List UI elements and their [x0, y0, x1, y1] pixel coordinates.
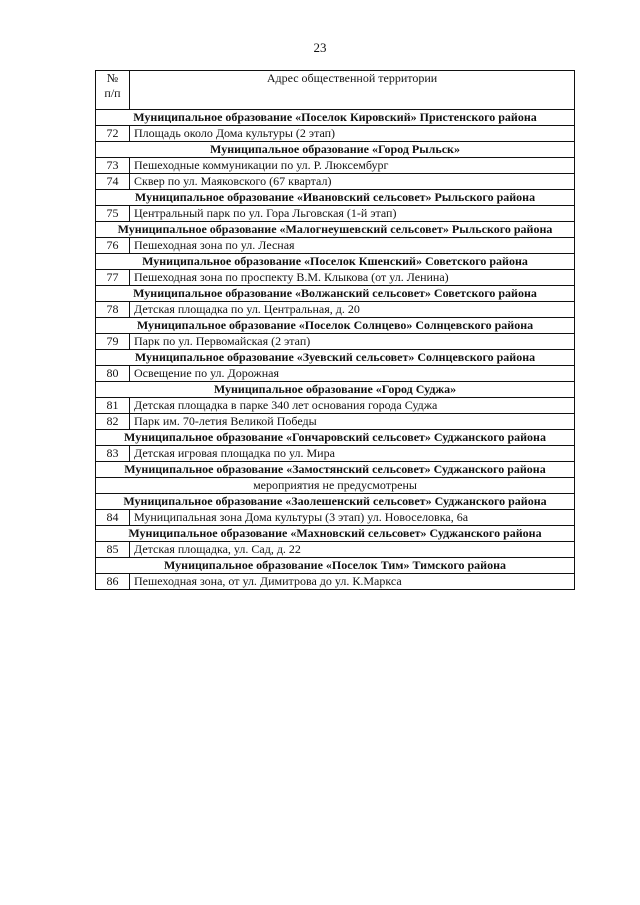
header-number-line1: №	[106, 71, 119, 85]
section-row	[96, 142, 575, 158]
row-address: Парк им. 70-летия Великой Победы	[130, 414, 575, 430]
section-title: Муниципальное образование «Волжанский сельсовет» Советского района	[96, 286, 575, 302]
section-row	[96, 430, 575, 446]
row-number: 73	[96, 158, 130, 174]
row-number: 80	[96, 366, 130, 382]
section-row	[96, 318, 575, 334]
section-row	[96, 558, 575, 574]
table-row	[96, 334, 575, 350]
section-title: Муниципальное образование «Поселок Солнцево» Солнцевского района	[96, 318, 575, 334]
row-address: Пешеходная зона по ул. Лесная	[130, 238, 575, 254]
row-number: 84	[96, 510, 130, 526]
section-title: Муниципальное образование «Заолешенский сельсовет» Суджанского района	[96, 494, 575, 510]
row-address: Пешеходная зона по проспекту В.М. Клыкова (от ул. Ленина)	[130, 270, 575, 286]
header-number-cell	[96, 71, 130, 110]
row-number: 83	[96, 446, 130, 462]
row-number: 82	[96, 414, 130, 430]
section-row	[96, 462, 575, 478]
table-row	[96, 366, 575, 382]
table-row	[96, 542, 575, 558]
row-number: 86	[96, 574, 130, 590]
row-number: 79	[96, 334, 130, 350]
note-text: мероприятия не предусмотрены	[96, 478, 575, 494]
table-row	[96, 510, 575, 526]
table-header-row	[96, 71, 575, 110]
page-number: 23	[313, 40, 327, 55]
row-number: 78	[96, 302, 130, 318]
row-address: Детская площадка в парке 340 лет основания города Суджа	[130, 398, 575, 414]
row-address: Детская игровая площадка по ул. Мира	[130, 446, 575, 462]
table-row	[96, 126, 575, 142]
row-address: Детская площадка по ул. Центральная, д. 20	[130, 302, 575, 318]
section-title: Муниципальное образование «Поселок Кшенский» Советского района	[96, 254, 575, 270]
section-title: Муниципальное образование «Город Рыльск»	[96, 142, 575, 158]
section-title: Муниципальное образование «Город Суджа»	[96, 382, 575, 398]
row-address: Парк по ул. Первомайская (2 этап)	[130, 334, 575, 350]
table-row	[96, 238, 575, 254]
row-number: 74	[96, 174, 130, 190]
table-row	[96, 398, 575, 414]
section-title: Муниципальное образование «Ивановский сельсовет» Рыльского района	[96, 190, 575, 206]
section-title: Муниципальное образование «Поселок Тим» Тимского района	[96, 558, 575, 574]
row-address: Пешеходные коммуникации по ул. Р. Люксембург	[130, 158, 575, 174]
section-row	[96, 350, 575, 366]
row-number: 75	[96, 206, 130, 222]
table-row	[96, 574, 575, 590]
section-row	[96, 494, 575, 510]
row-address: Сквер по ул. Маяковского (67 квартал)	[130, 174, 575, 190]
row-number: 85	[96, 542, 130, 558]
table-row	[96, 446, 575, 462]
header-address-cell: Адрес общественной территории	[130, 71, 575, 110]
section-row	[96, 382, 575, 398]
section-title: Муниципальное образование «Зуевский сельсовет» Солнцевского района	[96, 350, 575, 366]
section-row	[96, 254, 575, 270]
section-row	[96, 526, 575, 542]
row-address: Детская площадка, ул. Сад, д. 22	[130, 542, 575, 558]
table-row	[96, 158, 575, 174]
section-title: Муниципальное образование «Замостянский сельсовет» Суджанского района	[96, 462, 575, 478]
table-row	[96, 414, 575, 430]
territory-table-body	[96, 71, 575, 590]
section-row	[96, 222, 575, 238]
section-title: Муниципальное образование «Поселок Кировский» Пристенского района	[96, 110, 575, 126]
section-row	[96, 110, 575, 126]
section-row	[96, 286, 575, 302]
note-row	[96, 478, 575, 494]
row-number: 81	[96, 398, 130, 414]
row-address: Пешеходная зона, от ул. Димитрова до ул. К.Маркса	[130, 574, 575, 590]
section-title: Муниципальное образование «Махновский сельсовет» Суджанского района	[96, 526, 575, 542]
table-row	[96, 302, 575, 318]
row-address: Площадь около Дома культуры (2 этап)	[130, 126, 575, 142]
row-number: 72	[96, 126, 130, 142]
section-row	[96, 190, 575, 206]
row-address: Муниципальная зона Дома культуры (3 этап) ул. Новоселовка, 6а	[130, 510, 575, 526]
territory-table	[95, 70, 575, 590]
row-address: Освещение по ул. Дорожная	[130, 366, 575, 382]
table-row	[96, 206, 575, 222]
section-title: Муниципальное образование «Гончаровский сельсовет» Суджанского района	[96, 430, 575, 446]
row-address: Центральный парк по ул. Гора Льговская (1-й этап)	[130, 206, 575, 222]
row-number: 76	[96, 238, 130, 254]
row-number: 77	[96, 270, 130, 286]
table-row	[96, 270, 575, 286]
section-title: Муниципальное образование «Малогнеушевский сельсовет» Рыльского района	[96, 222, 575, 238]
table-row	[96, 174, 575, 190]
header-number-line2: п/п	[104, 86, 121, 100]
